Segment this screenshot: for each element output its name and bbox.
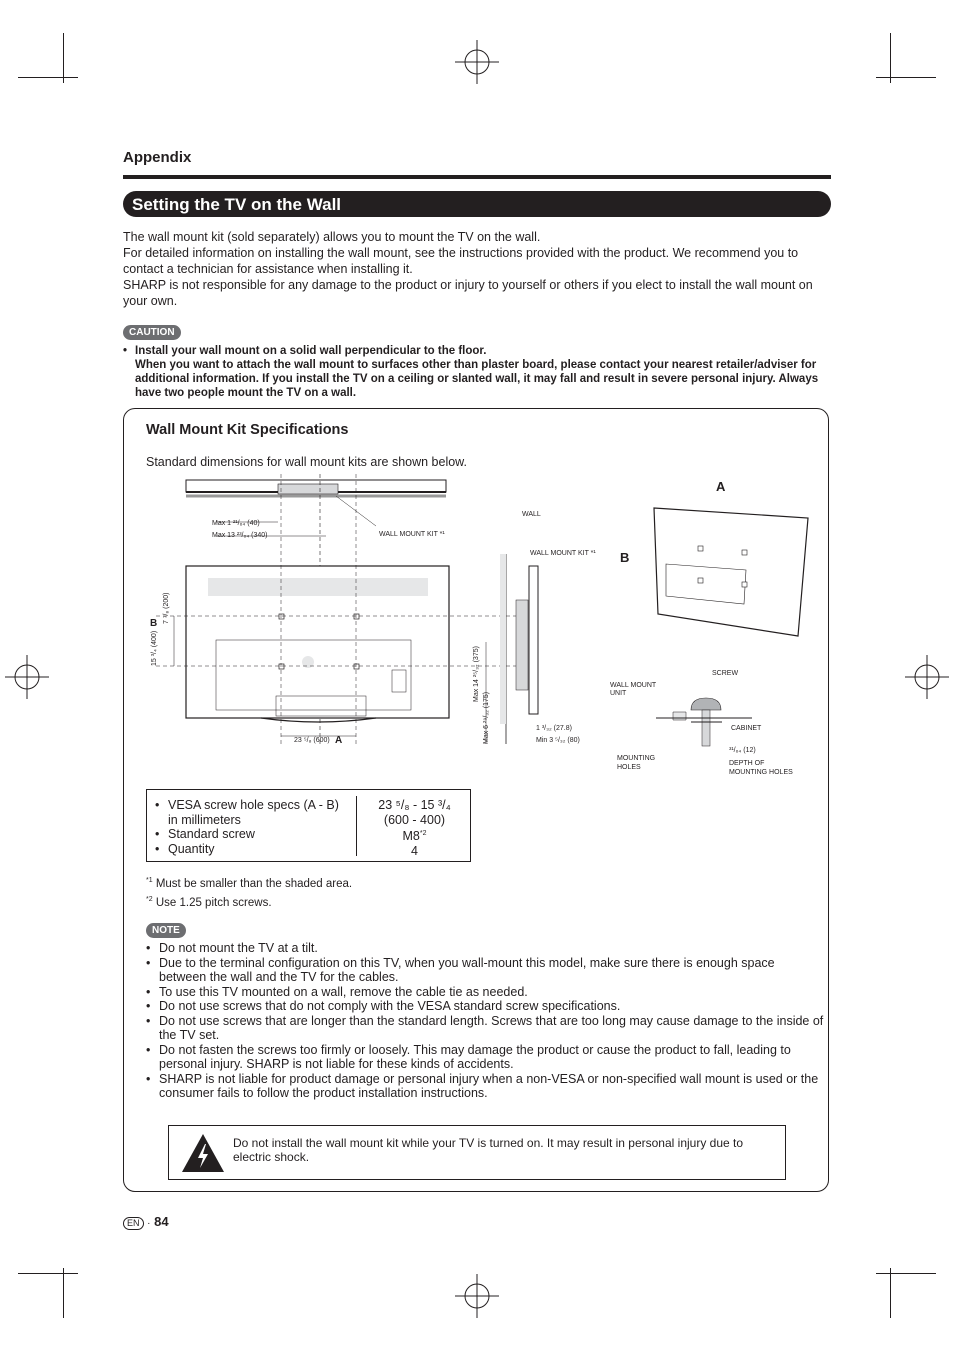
note-item: • Do not mount the TV at a tilt. bbox=[146, 941, 824, 956]
footnote-text: Must be smaller than the shaded area. bbox=[155, 877, 353, 890]
tv-rear-view bbox=[186, 566, 449, 722]
dim-max13-label: Max 13 ²³/₆₄ (340) bbox=[212, 532, 268, 539]
mounting-holes-label: HOLES bbox=[617, 764, 641, 771]
footnote-mark: *2 bbox=[146, 895, 153, 903]
registration-mark bbox=[455, 40, 499, 84]
letter-b-perspective: B bbox=[620, 550, 630, 565]
crop-mark bbox=[890, 1268, 891, 1318]
dim-278-label: 1 ³/₃₂ (27.8) bbox=[536, 725, 572, 732]
footnote-ref: *2 bbox=[419, 830, 427, 837]
caution-label: CAUTION bbox=[123, 325, 181, 340]
section-heading: Appendix bbox=[123, 149, 192, 166]
intro-paragraph: For detailed information on installing the wall mount, see the instructions provided with the product. We recommend you to contact a technician for assistance when installing it. bbox=[123, 246, 799, 276]
letter-a-perspective: A bbox=[716, 479, 726, 494]
wall-mount-kit-label: WALL MOUNT KIT *¹ bbox=[379, 531, 445, 538]
crop-mark bbox=[18, 1273, 78, 1274]
letter-b-label: B bbox=[150, 618, 158, 629]
page-title: Setting the TV on the Wall bbox=[123, 191, 831, 217]
crop-mark bbox=[876, 1273, 936, 1274]
note-label: NOTE bbox=[146, 923, 186, 938]
dim-400-label: 15 ³/₄ (400) bbox=[151, 630, 158, 666]
intro-paragraph: The wall mount kit (sold separately) allows you to mount the TV on the wall. bbox=[123, 230, 541, 244]
footnote-mark: *1 bbox=[146, 877, 153, 884]
dim-max6-label: Max 6 ²⁹/₃₂ (175) bbox=[483, 691, 490, 744]
caution-text bbox=[123, 344, 835, 400]
note-item: • SHARP is not liable for product damage or personal injury when a non-VESA or non-specified wall mount is used or the consumer fails to follow the product installation instructions. bbox=[146, 1072, 824, 1101]
page-footer bbox=[123, 1214, 169, 1230]
dim-max14-label: Max 14 ²⁵/₃₂ (375) bbox=[473, 646, 480, 702]
vesa-row-label: in millimeters bbox=[168, 812, 241, 827]
registration-mark bbox=[905, 655, 949, 699]
dim-600-label: 23 ⁵/₈ (600) bbox=[294, 737, 330, 744]
bullet: • bbox=[123, 345, 128, 357]
crop-mark bbox=[63, 1268, 64, 1318]
language-badge: EN bbox=[123, 1217, 144, 1230]
intro-text bbox=[123, 229, 835, 309]
registration-mark bbox=[455, 1274, 499, 1318]
caution-line: When you want to attach the wall mount to surfaces other than plaster board, please contact your nearest retailer/adviser for additional information. If you install the TV on a ceiling or slanted wall, it may fall and result in severe personal injury. Always have two people mount the TV on a wall. bbox=[135, 359, 819, 399]
screw-detail bbox=[656, 698, 752, 746]
depth-value-label: ³¹/₆₄ (12) bbox=[729, 747, 756, 754]
note-item: • Do not fasten the screws too firmly or loosely. This may damage the product or cause the product to fall, leading to personal injury. SHARP is not liable for these kinds of accidents. bbox=[146, 1043, 824, 1072]
note-item: • To use this TV mounted on a wall, remove the cable tie as needed. bbox=[146, 985, 824, 1000]
vesa-row-value bbox=[357, 827, 472, 844]
page-number: 84 bbox=[154, 1214, 169, 1229]
crop-mark bbox=[876, 77, 936, 78]
tv-side-view bbox=[500, 554, 538, 744]
spec-intro: Standard dimensions for wall mount kits are shown below. bbox=[146, 455, 467, 469]
separator: · bbox=[147, 1218, 151, 1229]
depth-label: DEPTH OF bbox=[729, 760, 765, 767]
mounting-holes-label: MOUNTING bbox=[617, 755, 656, 762]
crop-mark bbox=[18, 77, 78, 78]
note-item: • Do not use screws that do not comply with the VESA standard screw specifications. bbox=[146, 999, 824, 1014]
note-item: • Do not use screws that are longer than the standard length. Screws that are too long may cause damage to the inside of the TV set. bbox=[146, 1014, 824, 1043]
vesa-row-label: • Quantity bbox=[155, 842, 355, 857]
screw-label: SCREW bbox=[712, 670, 739, 677]
warning-box bbox=[168, 1125, 786, 1180]
vesa-row-value: 23 ⁵/₈ - 15 ³/₄ bbox=[378, 798, 451, 812]
wall-mount-diagram bbox=[146, 474, 816, 784]
spec-title: Wall Mount Kit Specifications bbox=[146, 422, 349, 438]
vesa-spec-table bbox=[146, 789, 471, 862]
wall-mount-unit-label: WALL MOUNT bbox=[610, 682, 657, 689]
caution-badge bbox=[123, 322, 181, 340]
depth-label: MOUNTING HOLES bbox=[729, 769, 793, 776]
section-rule bbox=[123, 175, 831, 179]
wall-mount-unit-label: UNIT bbox=[610, 690, 627, 697]
notes-list bbox=[146, 941, 824, 1101]
registration-mark bbox=[5, 655, 49, 699]
vesa-row-value: (600 - 400) bbox=[383, 812, 446, 827]
caution-line: Install your wall mount on a solid wall perpendicular to the floor. bbox=[135, 345, 487, 357]
vesa-row-label: • Standard screw bbox=[155, 827, 355, 842]
crop-mark bbox=[63, 33, 64, 83]
vesa-row-value: 4 bbox=[411, 843, 418, 858]
footnote-text: Use 1.25 pitch screws. bbox=[155, 896, 272, 909]
intro-paragraph: SHARP is not responsible for any damage to the product or injury to yourself or others if you elect to install the wall mount on your own. bbox=[123, 278, 813, 308]
note-badge bbox=[146, 920, 186, 938]
note-item: • Due to the terminal configuration on this TV, when you wall-mount this model, make sure there is enough space between the wall and the TV for the cables. bbox=[146, 956, 824, 985]
crop-mark bbox=[890, 33, 891, 83]
footnotes bbox=[146, 873, 352, 911]
wall-mount-kit-side-label: WALL MOUNT KIT *¹ bbox=[530, 550, 596, 557]
wall-label: WALL bbox=[522, 511, 541, 518]
warning-text: Do not install the wall mount kit while your TV is turned on. It may result in personal injury due to electric shock. bbox=[233, 1136, 744, 1164]
tv-rear-perspective bbox=[654, 508, 808, 636]
tv-top-view bbox=[186, 480, 446, 496]
dim-min3-label: Min 3 ⁵/₃₂ (80) bbox=[536, 737, 580, 744]
cabinet-label: CABINET bbox=[731, 725, 762, 732]
letter-a-label: A bbox=[335, 735, 343, 746]
electric-shock-warning-icon bbox=[180, 1132, 226, 1174]
dim-200-label: 7 ⁷/₈ (200) bbox=[163, 592, 170, 624]
dim-max1-label: Max 1 ²¹/₆₄ (40) bbox=[212, 520, 260, 527]
screw-size: M8 bbox=[402, 829, 420, 844]
vesa-row-label: • VESA screw hole specs (A - B) bbox=[155, 798, 355, 813]
